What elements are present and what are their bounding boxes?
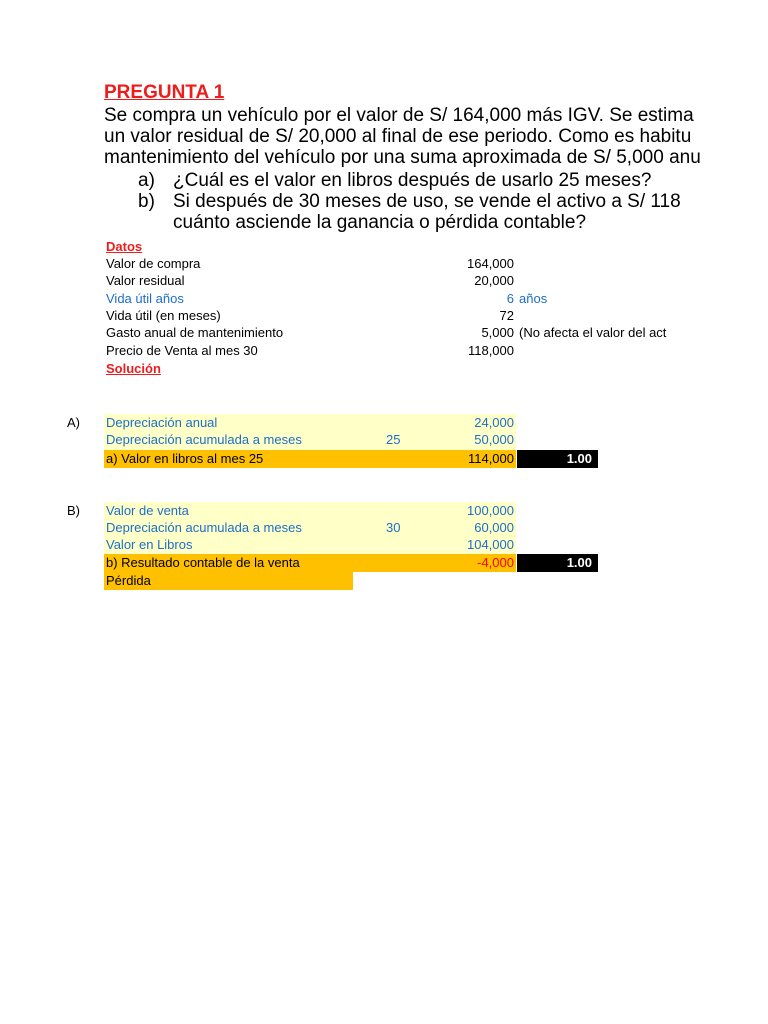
datos-value: 72 — [499, 308, 514, 323]
part-b-value: 60,000 — [474, 520, 514, 535]
datos-note: (No afecta el valor del act — [519, 325, 667, 340]
part-a-months: 25 — [386, 432, 401, 447]
part-a-value: 50,000 — [474, 432, 514, 447]
part-b-label: Valor en Libros — [106, 537, 193, 552]
datos-value: 118,000 — [467, 343, 514, 358]
part-a-value: 24,000 — [474, 415, 514, 430]
solucion-heading: Solución — [106, 361, 161, 376]
datos-label: Vida útil años — [106, 291, 184, 306]
part-a-score: 1.00 — [566, 451, 592, 466]
part-a-result-label: a) Valor en libros al mes 25 — [106, 451, 264, 466]
part-a-label: Depreciación anual — [106, 415, 218, 430]
part-b-months: 30 — [386, 520, 401, 535]
datos-label: Vida útil (en meses) — [106, 308, 221, 323]
part-b-score: 1.00 — [566, 555, 592, 570]
question-a-text: ¿Cuál es el valor en libros después de usarlo 25 meses? — [173, 170, 652, 191]
part-b-result-label: b) Resultado contable de la venta — [106, 555, 300, 570]
question-b-text-2: cuánto asciende la ganancia o pérdida contable? — [173, 212, 587, 233]
part-a-label: Depreciación acumulada a meses — [106, 432, 302, 447]
datos-value: 5,000 — [481, 325, 514, 340]
datos-label: Valor de compra — [106, 256, 201, 271]
datos-heading: Datos — [106, 239, 143, 254]
question-b-letter: b) — [138, 191, 155, 212]
part-a-result-value: 114,000 — [467, 451, 514, 466]
datos-note: años — [519, 291, 548, 306]
datos-value: 20,000 — [474, 273, 514, 288]
question-a-letter: a) — [138, 170, 155, 191]
part-b-label: Valor de venta — [106, 503, 189, 518]
datos-label: Valor residual — [106, 273, 185, 288]
datos-value: 164,000 — [467, 256, 514, 271]
question-b-text-1: Si después de 30 meses de uso, se vende el activo a S/ 118 — [173, 191, 681, 212]
part-b-marker: B) — [67, 503, 80, 518]
part-b-value: 100,000 — [467, 503, 514, 518]
part-b-label: Depreciación acumulada a meses — [106, 520, 302, 535]
datos-value: 6 — [506, 291, 514, 306]
part-b-result-value: -4,000 — [477, 555, 514, 570]
datos-label: Precio de Venta al mes 30 — [106, 343, 258, 358]
part-b-value: 104,000 — [467, 537, 514, 552]
part-b-outcome: Pérdida — [106, 573, 151, 588]
part-a-marker: A) — [67, 415, 80, 430]
statement-line-1: Se compra un vehículo por el valor de S/ 164,000 más IGV. Se estima — [104, 105, 694, 126]
question-title: PREGUNTA 1 — [104, 82, 225, 103]
statement-line-2: un valor residual de S/ 20,000 al final de ese periodo. Como es habitu — [104, 126, 692, 147]
statement-line-3: mantenimiento del vehículo por una suma aproximada de S/ 5,000 anu — [104, 147, 701, 168]
datos-label: Gasto anual de mantenimiento — [106, 325, 284, 340]
